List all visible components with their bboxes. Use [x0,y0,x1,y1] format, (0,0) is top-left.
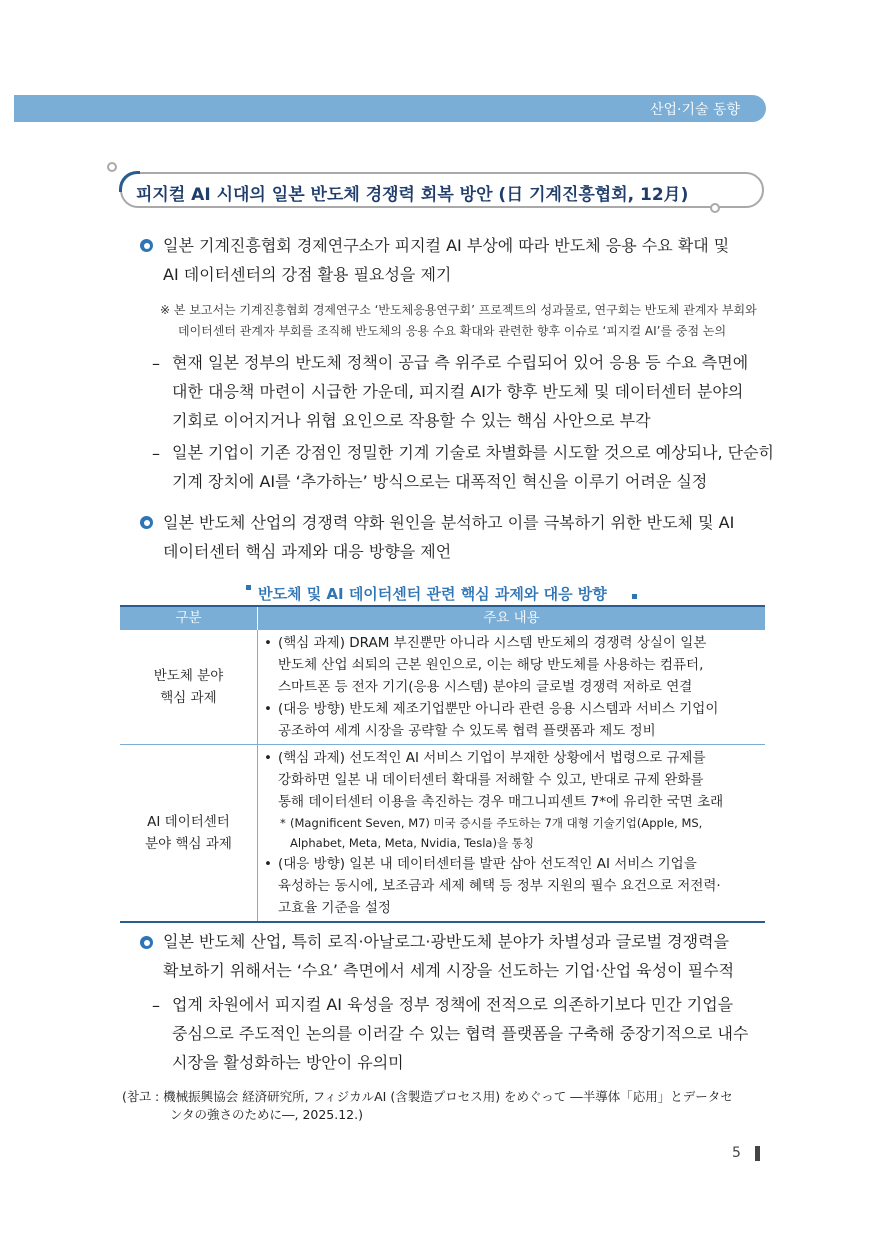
caption-mark-left [246,585,251,590]
reference-note: (참고 : 機械振興協会 経済研究所, フィジカルAI (含製造プロセス用) をめぐって ―半導体「応用」とデータセ ンタの強さのために―, 2025.12.) [122,1089,733,1122]
table-header-category: 구분 [120,606,258,630]
header-band [14,95,766,122]
issues-table [120,605,765,923]
dash-marker: – [152,996,160,1015]
bullet-circle-icon [140,936,153,949]
bullet-circle-icon [140,239,153,252]
table-category-cell: 반도체 분야 핵심 과제 [120,630,258,745]
table-row [120,630,765,745]
dash-paragraph-1: 현재 일본 정부의 반도체 정책이 공급 측 위주로 수립되어 있어 응용 등 수요 측면에 대한 대응책 마련이 시급한 가운데, 피지컬 AI가 향후 반도체 및 데이터센터 분야의 기회로 이어지거나 위협 요인으로 작용할 수 있는 핵심 사안으로 부각 [172,353,749,430]
title-decor-dot-right [710,203,720,213]
bullet-paragraph-1: 일본 기계진흥협회 경제연구소가 피지컬 AI 부상에 따라 반도체 응용 수요 확대 및 AI 데이터센터의 강점 활용 필요성을 제기 [163,236,730,284]
article-title: 피지컬 AI 시대의 일본 반도체 경쟁력 회복 방안 (日 기계진흥협회, 12月) [136,185,689,205]
caption-mark-right [632,594,637,599]
table-footnote: * (Magnificent Seven, M7) 미국 증시를 주도하는 7개 대형 기술기업(Apple, MS, Alphabet, Meta, Meta, Nvidia, Tesla)을 통칭 [280,816,703,850]
table-header-row [120,606,765,630]
title-decor-dot-left [107,162,117,172]
dash-paragraph-2: 일본 기업이 기존 강점인 정밀한 기계 기술로 차별화를 시도할 것으로 예상되나, 단순히 기계 장치에 AI를 ‘추가하는’ 방식으로는 대폭적인 혁신을 이루기 어려운 실정 [172,443,774,491]
section-label: 산업·기술 동향 [649,102,740,118]
page-number: 5 [732,1145,741,1161]
bullet-paragraph-3: 일본 반도체 산업, 특히 로직·아날로그·광반도체 분야가 차별성과 글로벌 경쟁력을 확보하기 위해서는 ‘수요’ 측면에서 세계 시장을 선도하는 기업·산업 육성이 필수적 [163,932,735,980]
dash-marker: – [152,444,160,463]
dash-paragraph-3: 업계 차원에서 피지컬 AI 육성을 정부 정책에 전적으로 의존하기보다 민간 기업을 중심으로 주도적인 논의를 이러갈 수 있는 협력 플랫폼을 구축해 중장기적으로 내수 시장을 활성화하는 방안이 유의미 [172,995,749,1072]
table-header-content: 주요 내용 [258,606,766,630]
dash-marker: – [152,354,160,373]
table-content-cell [258,745,766,923]
bullet-circle-icon [140,516,153,529]
page-number-bar [755,1146,760,1161]
table-list-item: • (대응 방향) 반도체 제조기업뿐만 아니라 관련 응용 시스템과 서비스 기업이 공조하여 세계 시장을 공략할 수 있도록 협력 플랫폼과 제도 정비 [264,698,765,742]
table-caption: 반도체 및 AI 데이터센터 관련 핵심 과제와 대응 방향 [258,585,607,603]
table-list-item: • (대응 방향) 일본 내 데이터센터를 발판 삼아 선도적인 AI 서비스 기업을 육성하는 동시에, 보조금과 세제 혜택 등 정부 지원의 필수 요건으로 저전력· 고효율 기준을 설정 [264,853,765,919]
note-text: ※ 본 보고서는 기계진흥협회 경제연구소 ‘반도체응용연구회’ 프로젝트의 성과물로, 연구회는 반도체 관계자 부회와 데이터센터 관계자 부회를 조직해 반도체의 응용 수요 확대와 관련한 향후 이슈로 ‘피지컬 AI’를 중점 논의 [160,303,757,338]
table-row [120,745,765,923]
table-content-cell [258,630,766,745]
table-list-item: • (핵심 과제) DRAM 부진뿐만 아니라 시스템 반도체의 경쟁력 상실이 일본 반도체 산업 쇠퇴의 근본 원인으로, 이는 해당 반도체를 사용하는 컴퓨터, 스마트폰 등 전자 기기(응용 시스템) 분야의 글로벌 경쟁력 저하로 연결 [264,632,765,698]
bullet-paragraph-2: 일본 반도체 산업의 경쟁력 약화 원인을 분석하고 이를 극복하기 위한 반도체 및 AI 데이터센터 핵심 과제와 대응 방향을 제언 [163,513,735,561]
table-category-cell: AI 데이터센터 분야 핵심 과제 [120,745,258,923]
table-list-item: • (핵심 과제) 선도적인 AI 서비스 기업이 부재한 상황에서 법령으로 규제를 강화하면 일본 내 데이터센터 확대를 저해할 수 있고, 반대로 규제 완화를 통해 데이터센터 이용을 촉진하는 경우 매그니피센트 7*에 유리한 국면 초래 [264,747,765,813]
